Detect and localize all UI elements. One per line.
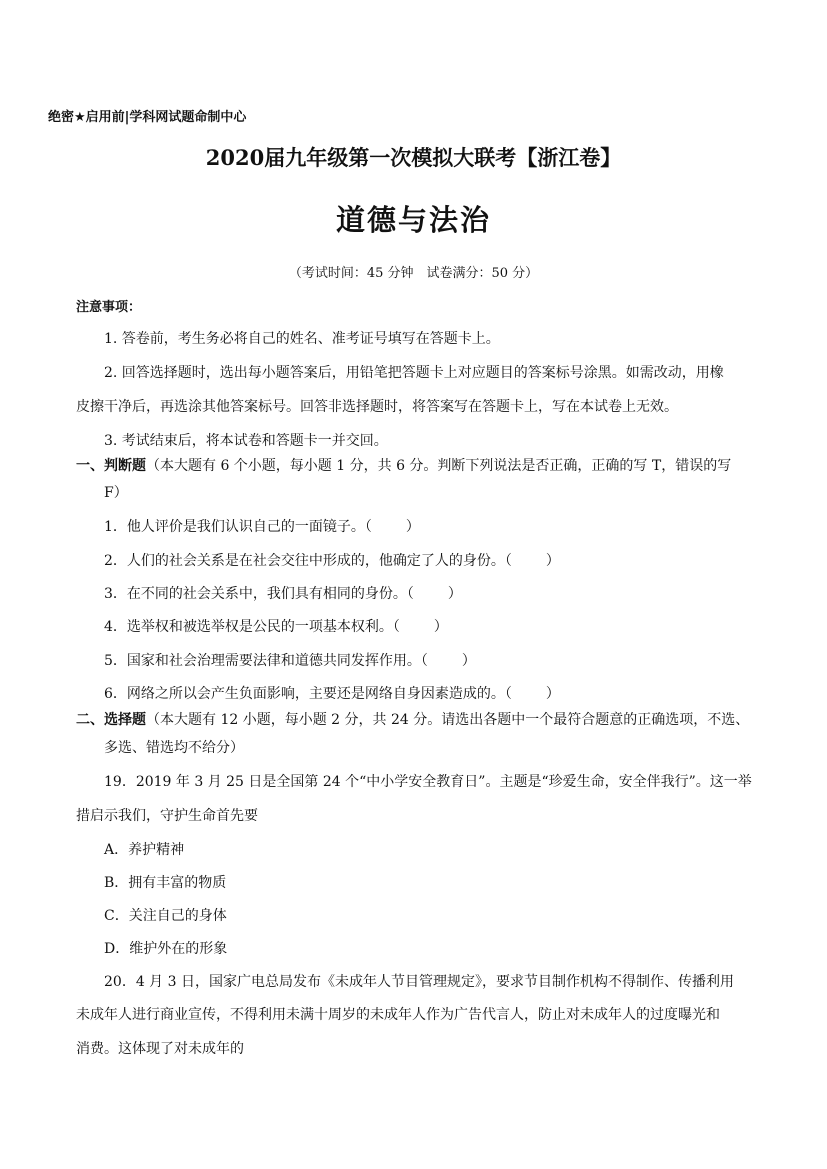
judge-item [104, 583, 462, 603]
close-paren: ） [447, 586, 462, 602]
question-19-option-d: D．维护外在的形象 [104, 941, 228, 957]
judge-item [104, 550, 560, 570]
judge-item [104, 516, 420, 536]
question-19-line: 19．2019 年 3 月 25 日是全国第 24 个“中小学安全教育日”。主题是“珍爱生命，安全伴我行”。这一举 [104, 774, 752, 790]
section2-instructions-cont: 多选、错选均不给分） [104, 740, 244, 756]
judge-item-text: 3．在不同的社会关系中，我们具有相同的身份。（ [104, 586, 414, 602]
judge-item-text: 6．网络之所以会产生负面影响，主要还是网络自身因素造成的。（ [104, 686, 512, 702]
section2-instructions: （本大题有 12 小题，每小题 2 分，共 24 分。请选出各题中一个最符合题意的正确选项，不选、 [146, 712, 750, 728]
question-20-line: 未成年人进行商业宣传，不得利用未满十周岁的未成年人作为广告代言人，防止对未成年人的过度曝光和 [76, 1007, 720, 1023]
section1-heading: 一、判断题 [76, 458, 146, 474]
judge-item-text: 4．选举权和被选举权是公民的一项基本权利。（ [104, 619, 400, 635]
section1-header [76, 455, 731, 475]
close-paren: ） [433, 619, 448, 635]
question-19-option-c: C．关注自己的身体 [104, 908, 227, 924]
judge-item-text: 5．国家和社会治理需要法律和道德共同发挥作用。（ [104, 653, 428, 669]
question-19-line: 措启示我们，守护生命首先要 [76, 808, 258, 824]
close-paren: ） [545, 553, 560, 569]
question-19-option-a: A．养护精神 [104, 842, 185, 858]
section2-header [76, 709, 749, 729]
section2-heading: 二、选择题 [76, 712, 146, 728]
question-19-option-b: B．拥有丰富的物质 [104, 875, 227, 891]
notice-item: 1. 答卷前，考生务必将自己的姓名、准考证号填写在答题卡上。 [104, 331, 500, 347]
notice-item: 皮擦干净后，再选涂其他答案标号。回答非选择题时，将答案写在答题卡上，写在本试卷上无效。 [76, 399, 678, 415]
exam-title: 2020届九年级第一次模拟大联考【浙江卷】 [205, 145, 622, 170]
notice-item: 2. 回答选择题时，选出每小题答案后，用铅笔把答题卡上对应题目的答案标号涂黑。如需改动，用橡 [104, 365, 724, 381]
subject-title: 道德与法治 [335, 203, 491, 237]
close-paren: ） [405, 519, 420, 535]
judge-item [104, 616, 448, 636]
judge-item [104, 683, 560, 703]
question-20-line: 20．4 月 3 日，国家广电总局发布《未成年人节目管理规定》，要求节目制作机构不得制作、传播利用 [104, 974, 734, 990]
confidential-tag: 绝密★启用前|学科网试题命制中心 [48, 110, 247, 125]
notice-title: 注意事项： [76, 300, 142, 315]
judge-item [104, 650, 476, 670]
question-20-line: 消费。这体现了对未成年的 [76, 1041, 244, 1057]
section1-instructions: （本大题有 6 个小题，每小题 1 分，共 6 分。判断下列说法是否正确，正确的写 T，错误的写 [146, 458, 732, 474]
exam-meta: （考试时间：45 分钟 试卷满分：50 分） [288, 266, 539, 281]
judge-item-text: 2．人们的社会关系是在社会交往中形成的，他确定了人的身份。（ [104, 553, 512, 569]
judge-item-text: 1．他人评价是我们认识自己的一面镜子。（ [104, 519, 372, 535]
close-paren: ） [545, 686, 560, 702]
close-paren: ） [461, 653, 476, 669]
section1-instructions-cont: F） [104, 485, 128, 501]
notice-item: 3. 考试结束后，将本试卷和答题卡一并交回。 [104, 433, 388, 449]
